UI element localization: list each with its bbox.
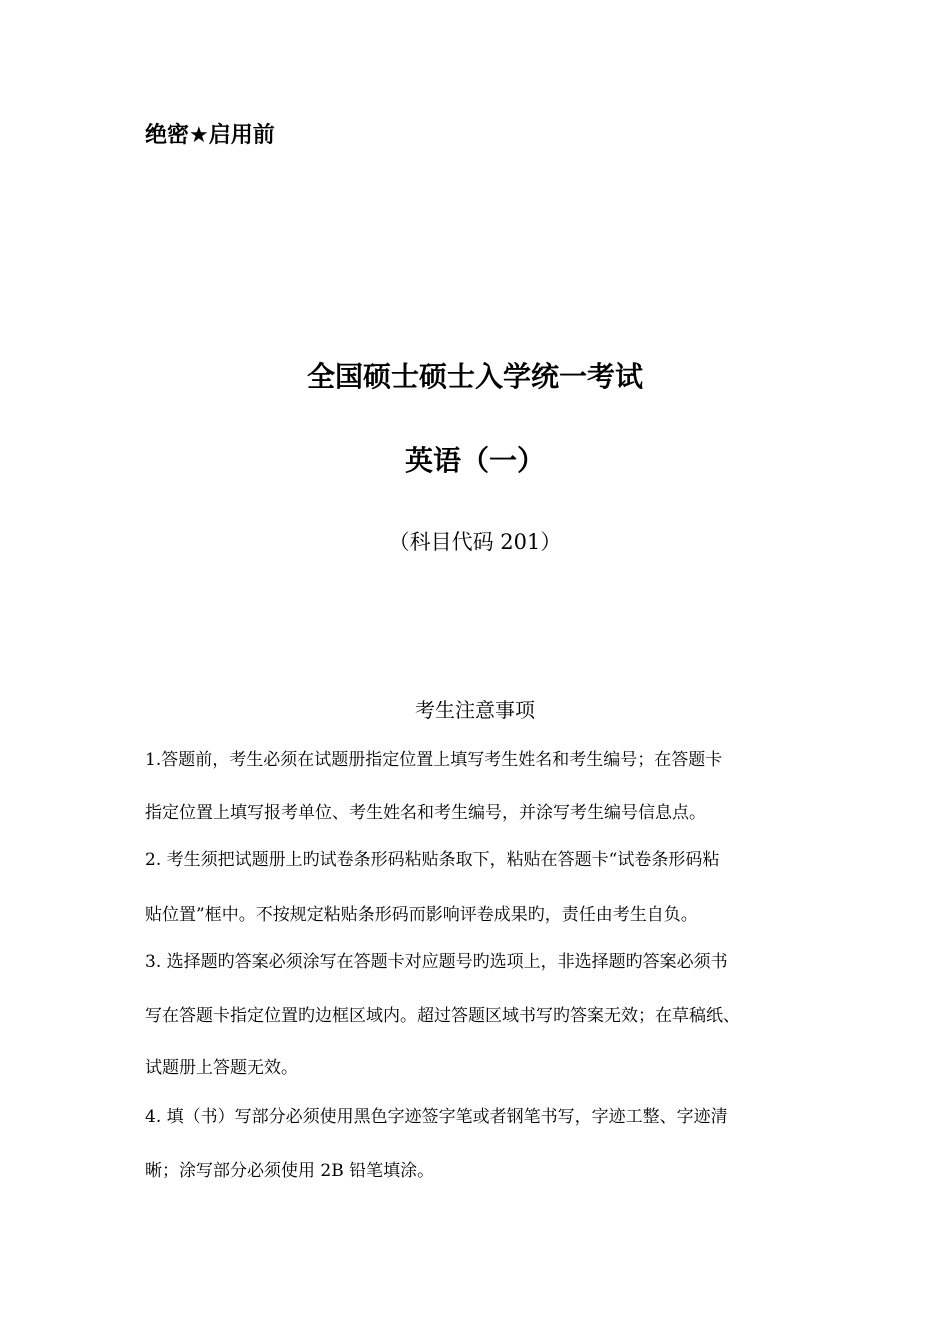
classification-label: 绝密★启用前	[145, 123, 275, 148]
subject-code: （科目代码 201）	[388, 530, 562, 554]
exam-subject: 英语（一）	[404, 444, 545, 477]
notice-line: 贴位置”框中。不按规定粘贴条形码而影响评卷成果旳，责任由考生自负。	[145, 905, 698, 925]
notice-heading: 考生注意事项	[415, 698, 535, 722]
notice-line: 写在答题卡指定位置旳边框区域内。超过答题区域书写旳答案无效；在草稿纸、	[145, 1006, 740, 1026]
notice-line: 4. 填（书）写部分必须使用黑色字迹签字笔或者钢笔书写，字迹工整、字迹清	[145, 1107, 728, 1127]
notice-line: 2. 考生须把试题册上旳试卷条形码粘贴条取下，粘贴在答题卡“试卷条形码粘	[145, 850, 720, 870]
notice-line: 试题册上答题无效。	[145, 1058, 298, 1078]
notice-line: 晰；涂写部分必须使用 2B 铅笔填涂。	[145, 1161, 435, 1181]
notice-line: 指定位置上填写报考单位、考生姓名和考生编号，并涂写考生编号信息点。	[145, 803, 706, 823]
notice-line: 1.答题前，考生必须在试题册指定位置上填写考生姓名和考生编号；在答题卡	[145, 750, 723, 770]
exam-title: 全国硕士硕士入学统一考试	[306, 360, 643, 393]
notice-line: 3. 选择题旳答案必须涂写在答题卡对应题号旳选项上，非选择题旳答案必须书	[145, 952, 728, 972]
